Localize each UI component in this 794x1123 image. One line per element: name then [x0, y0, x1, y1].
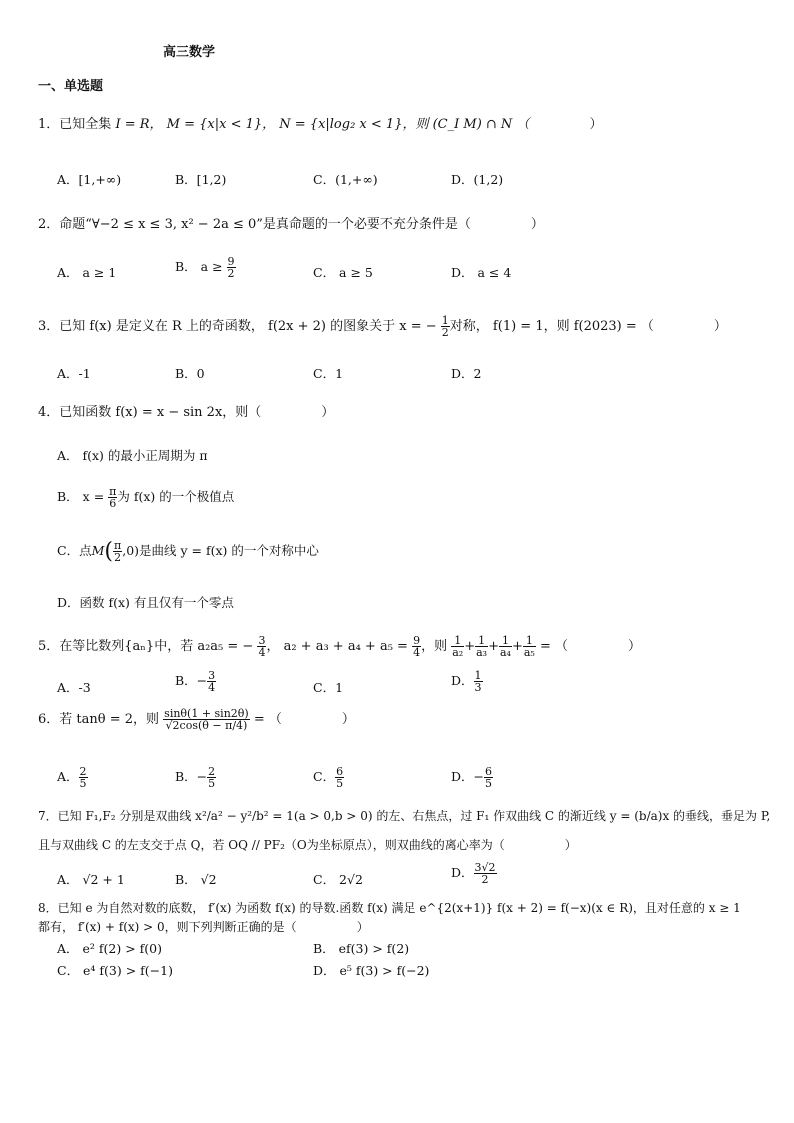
option-math: M — [91, 543, 105, 558]
fraction — [441, 315, 450, 338]
fraction — [451, 635, 464, 658]
question-text: 已知函数 f(x) = x − sin 2x，则（ — [59, 405, 262, 420]
denominator: √2cos(θ − π/4) — [165, 719, 248, 732]
option-1c[interactable]: C．(1,+∞) — [313, 172, 378, 187]
option-1b[interactable]: B．[1,2) — [175, 172, 227, 187]
option-6d[interactable] — [451, 766, 493, 789]
denominator: 5 — [336, 777, 344, 790]
question-text-2: = （ — [253, 712, 282, 727]
option-math: x = — [82, 489, 105, 504]
fraction — [474, 862, 497, 885]
question-5: 5．在等比数列{aₙ}中，若 a₂a₅ = − $\frac{3}{4}$ ， a₂ + a₃ + a₄ + a₅ = $\frac{9}{4}$ ，则 $\frac{1}{\text{a₂}}$ + $\frac{1}{\text{a₃}}$ + $\frac{1}{\text{a₄}}$ + $\frac{1}{\text{a₅}}$ = （ ） — [38, 634, 642, 659]
option-1a[interactable]: A．[1,+∞) — [57, 172, 122, 187]
option-7d[interactable] — [451, 862, 497, 885]
option-4d[interactable]: D．函数 f(x) 有且仅有一个零点 — [57, 595, 234, 610]
question-6 — [38, 708, 355, 731]
question-1 — [38, 117, 602, 133]
answer-paren: ） — [589, 117, 603, 132]
question-text: 若 tanθ = 2，则 — [59, 712, 160, 727]
fraction — [484, 766, 493, 789]
denominator: 3 — [474, 681, 482, 694]
question-7-line2 — [38, 837, 577, 853]
option-label: B． — [57, 489, 79, 504]
question-text-2: ， a₂ + a₃ + a₄ + a₅ = — [266, 639, 408, 654]
question-text-2: 且与双曲线 C 的左支交于点 Q，若 OQ // PF₂（O为坐标原点），则双曲线的离心率为（ — [38, 838, 505, 852]
option-1d[interactable]: D．(1,2) — [451, 172, 504, 187]
denominator: 2 — [114, 551, 122, 564]
fraction — [113, 540, 122, 563]
question-text: 命题“∀−2 ≤ x ≤ 3, x² − 2a ≤ 0”是真命题的一个必要不充分条件是（ — [59, 217, 471, 232]
option-label: B．− — [175, 673, 208, 688]
denominator: 5 — [485, 777, 492, 790]
option-2c[interactable]: C． a ≥ 5 — [313, 265, 373, 280]
denominator: 2 — [441, 326, 449, 339]
numerator: 3 — [208, 669, 216, 682]
numerator: 9 — [413, 634, 421, 647]
option-8d[interactable]: D． e⁵ f(3) > f(−2) — [313, 963, 430, 978]
numerator: π — [109, 485, 117, 498]
option-8c[interactable]: C． e⁴ f(3) > f(−1) — [57, 963, 173, 978]
question-text: 已知全集 — [59, 117, 112, 132]
question-text: 已知 f(x) 是定义在 R 上的奇函数， f(2x + 2) 的图象关于 x = − — [59, 319, 437, 334]
option-7b[interactable]: B． √2 — [175, 872, 217, 887]
option-5a[interactable]: A．-3 — [57, 680, 91, 695]
fraction — [475, 635, 488, 658]
fraction — [108, 486, 117, 509]
numerator: 2 — [208, 765, 216, 778]
numerator: sinθ(1 + sin2θ) — [164, 707, 249, 720]
denominator: 5 — [79, 777, 87, 790]
question-8 — [38, 900, 741, 916]
option-label: D．− — [451, 769, 484, 784]
option-label: D． — [451, 673, 474, 688]
denominator: 6 — [109, 497, 117, 510]
option-3b[interactable]: B．0 — [175, 366, 205, 381]
option-3a[interactable]: A．-1 — [57, 366, 91, 381]
numerator: 1 — [474, 669, 482, 682]
answer-paren: ） — [628, 639, 642, 654]
option-2d[interactable]: D． a ≤ 4 — [451, 265, 512, 280]
option-label: B．− — [175, 769, 208, 784]
numerator: 2 — [79, 765, 87, 778]
fraction — [207, 766, 216, 789]
answer-paren: ） — [713, 319, 727, 334]
option-6c[interactable] — [313, 766, 344, 789]
answer-paren: ） — [321, 405, 335, 420]
question-text-2: 都有， f′(x) + f(x) > 0，则下列判断正确的是（ — [38, 920, 297, 934]
option-8a[interactable]: A． e² f(2) > f(0) — [57, 941, 162, 956]
fraction — [163, 708, 250, 731]
numerator: 1 — [475, 635, 488, 647]
option-4c[interactable] — [57, 539, 319, 564]
fraction — [227, 256, 236, 279]
answer-paren: ） — [564, 838, 577, 852]
numerator: 1 — [523, 635, 536, 647]
fraction — [79, 766, 88, 789]
numerator: 6 — [485, 765, 492, 778]
denominator: 2 — [227, 267, 235, 280]
denominator: a₂ — [452, 646, 464, 659]
option-3d[interactable]: D．2 — [451, 366, 482, 381]
numerator: π — [113, 539, 122, 552]
question-number: 4． — [38, 405, 60, 420]
answer-paren: ） — [341, 712, 355, 727]
question-number: 2． — [38, 217, 60, 232]
denominator: a₃ — [476, 646, 488, 659]
option-3c[interactable]: C．1 — [313, 366, 344, 381]
fraction — [207, 670, 216, 693]
option-4b[interactable] — [57, 486, 234, 509]
question-text-4: = （ — [539, 639, 568, 654]
numerator: 9 — [227, 255, 235, 268]
numerator: 3√2 — [474, 861, 496, 874]
option-6a[interactable] — [57, 766, 88, 789]
question-text-3: ，则 — [421, 639, 448, 654]
option-text: ,0)是曲线 y = f(x) 的一个对称中心 — [122, 543, 319, 558]
question-4 — [38, 405, 334, 421]
question-text-2: 对称， f(1) = 1，则 f(2023) = （ — [449, 319, 654, 334]
numerator: 1 — [441, 314, 449, 327]
question-number: 8． — [38, 901, 58, 915]
fraction — [474, 670, 483, 693]
option-2a[interactable]: A． a ≥ 1 — [57, 265, 117, 280]
option-5c[interactable]: C．1 — [313, 680, 344, 695]
denominator: 4 — [208, 681, 216, 694]
numerator: 3 — [258, 634, 266, 647]
question-text: 在等比数列{aₙ}中，若 a₂a₅ = − — [59, 639, 254, 654]
answer-paren: ） — [356, 920, 369, 934]
fraction — [499, 635, 512, 658]
option-label: C．点 — [57, 543, 92, 558]
fraction — [335, 766, 344, 789]
option-2b[interactable] — [175, 256, 236, 279]
question-number: 6． — [38, 712, 60, 727]
answer-paren: ） — [530, 217, 544, 232]
option-label: B． a ≥ — [175, 259, 223, 274]
option-7a[interactable]: A． √2 + 1 — [57, 872, 125, 887]
paren-open: ( — [104, 539, 113, 564]
denominator: 4 — [258, 646, 266, 659]
option-label: D． — [451, 865, 474, 880]
option-5b[interactable] — [175, 670, 216, 693]
numerator: 6 — [336, 765, 344, 778]
denominator: a₅ — [523, 646, 535, 659]
question-text: 已知 e 为自然对数的底数， f′(x) 为函数 f(x) 的导数.函数 f(x) 满足 e^{2(x+1)} f(x + 2) = f(−x)(x ∈ R)，且对任意的 x ≥ 1 — [57, 901, 741, 915]
question-3 — [38, 315, 727, 338]
denominator: 4 — [413, 646, 421, 659]
fraction — [412, 635, 421, 658]
option-8b[interactable]: B． ef(3) > f(2) — [313, 941, 410, 956]
question-8-line2 — [38, 919, 369, 935]
question-number: 1． — [38, 117, 60, 132]
question-math: I = R， M = {x|x < 1}， N = {x|log₂ x < 1}，则 (C_I M) ∩ N （ — [115, 117, 530, 132]
option-7c[interactable]: C． 2√2 — [313, 872, 363, 887]
denominator: a₄ — [499, 646, 511, 659]
option-label: C． — [313, 769, 336, 784]
numerator: 1 — [499, 635, 512, 647]
denominator: 2 — [481, 873, 489, 886]
option-6b[interactable] — [175, 766, 216, 789]
option-label: A． — [57, 769, 79, 784]
option-text: 为 f(x) 的一个极值点 — [117, 489, 235, 504]
question-text: 已知 F₁,F₂ 分别是双曲线 x²/a² − y²/b² = 1(a > 0,b > 0) 的左、右焦点，过 F₁ 作双曲线 C 的渐近线 y = (b/a)x 的垂线，垂足为 P, — [57, 809, 771, 823]
page-title: 高三数学 — [163, 45, 216, 60]
denominator: 5 — [208, 777, 216, 790]
fraction — [523, 635, 536, 658]
section-heading: 一、单选题 — [38, 79, 104, 94]
question-number: 5． — [38, 639, 60, 654]
numerator: 1 — [451, 635, 464, 647]
option-4a[interactable]: A． f(x) 的最小正周期为 π — [57, 448, 208, 463]
option-5d[interactable] — [451, 670, 483, 693]
question-number: 3． — [38, 319, 60, 334]
question-7 — [38, 808, 770, 824]
question-number: 7． — [38, 809, 58, 823]
question-2 — [38, 217, 544, 233]
